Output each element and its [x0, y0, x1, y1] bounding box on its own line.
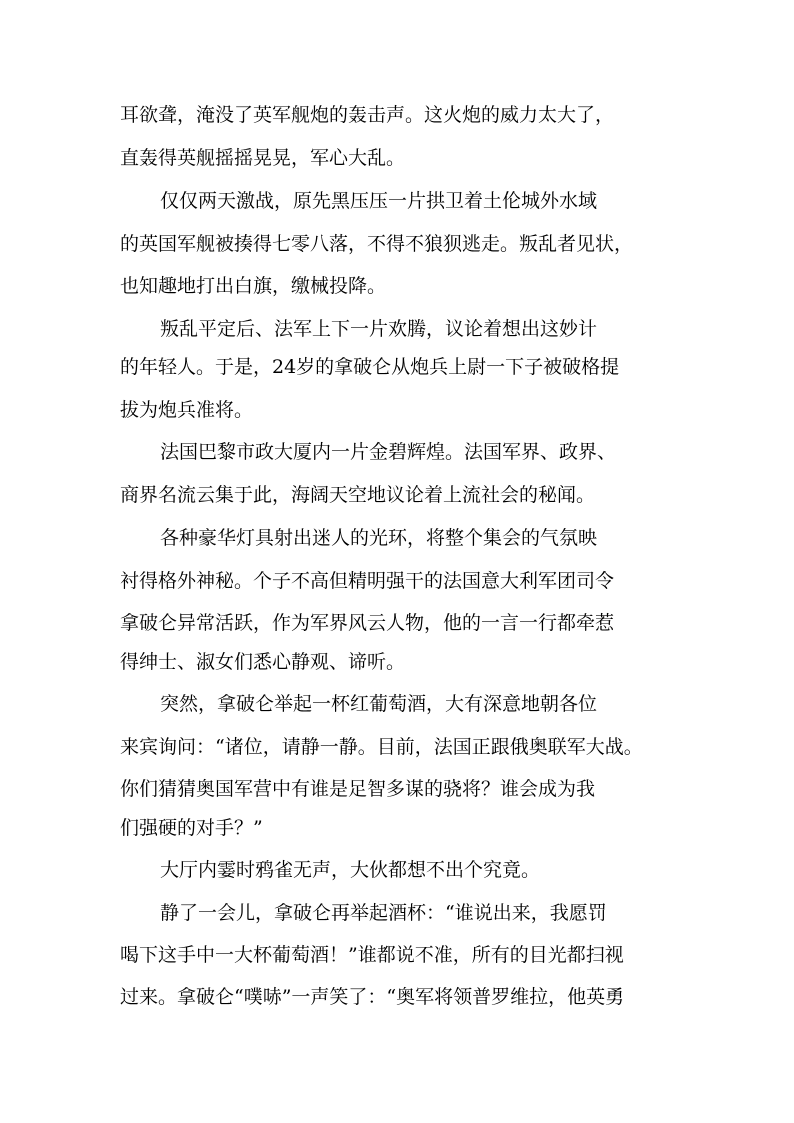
text-line-content: 耳欲聋，淹没了英军舰炮的轰击声。这火炮的威力太大了， — [120, 104, 615, 126]
text-line — [0, 569, 794, 593]
text-line — [0, 317, 794, 341]
text-line-content: 直轰得英舰摇摇晃晃，军心大乱。 — [120, 147, 406, 169]
text-line — [0, 146, 794, 170]
text-line — [0, 777, 794, 801]
text-line-content: 大厅内霎时鸦雀无声，大伙都想不出个究竟。 — [160, 859, 541, 881]
text-line — [0, 816, 794, 840]
text-line-content: 法国巴黎市政大厦内一片金碧辉煌。法国军界、政界、 — [160, 441, 617, 463]
text-line — [0, 692, 794, 716]
text-line — [0, 398, 794, 422]
text-line — [0, 943, 794, 967]
text-line-content: 突然，拿破仑举起一杯红葡萄酒，大有深意地朝各位 — [160, 693, 598, 715]
text-line-content: 拔为炮兵准将。 — [120, 399, 254, 421]
text-line — [0, 483, 794, 507]
text-line-content: 也知趣地打出白旗，缴械投降。 — [120, 275, 387, 297]
text-line-content: 过来。拿破仑“噗哧”一声笑了：“奥军将领普罗维拉，他英勇 — [120, 986, 625, 1008]
text-line-content: 各种豪华灯具射出迷人的光环，将整个集会的气氛映 — [160, 527, 598, 549]
text-line — [0, 611, 794, 635]
text-line-content: 叛乱平定后、法军上下一片欢腾，议论着想出这妙计 — [160, 318, 598, 340]
text-line — [0, 526, 794, 550]
text-line-content: 商界名流云集于此，海阔天空地议论着上流社会的秘闻。 — [120, 484, 596, 506]
text-line — [0, 440, 794, 464]
text-line — [0, 355, 794, 379]
text-line-content: 的英国军舰被揍得七零八落，不得不狼狈逃走。叛乱者见状， — [120, 233, 634, 255]
text-line — [0, 650, 794, 674]
text-line-content: 的年轻人。于是，24岁的拿破仑从炮兵上尉一下子被破格提 — [120, 356, 620, 378]
text-line — [0, 735, 794, 759]
text-line — [0, 901, 794, 925]
text-line-content: 喝下这手中一大杯葡萄酒！”谁都说不准，所有的目光都扫视 — [120, 944, 624, 966]
text-line-content: 仅仅两天激战，原先黑压压一片拱卫着土伦城外水域 — [160, 190, 598, 212]
text-line-content: 来宾询问：“诸位，请静一静。目前，法国正跟俄奥联军大战。 — [120, 736, 643, 758]
text-line-content: 们强硬的对手？” — [120, 817, 263, 839]
text-line-content: 静了一会儿，拿破仑再举起酒杯：“谁说出来，我愿罚 — [160, 902, 607, 924]
text-line — [0, 985, 794, 1009]
text-line — [0, 858, 794, 882]
text-line-content: 得绅士、淑女们悉心静观、谛听。 — [120, 651, 406, 673]
text-line — [0, 274, 794, 298]
text-line-content: 你们猜猜奥国军营中有谁是足智多谋的骁将？谁会成为我 — [120, 778, 596, 800]
text-line — [0, 103, 794, 127]
text-line-content: 拿破仑异常活跃，作为军界风云人物，他的一言一行都牵惹 — [120, 612, 615, 634]
text-line-content: 衬得格外神秘。个子不高但精明强干的法国意大利军团司令 — [120, 570, 615, 592]
text-line — [0, 189, 794, 213]
text-line — [0, 232, 794, 256]
